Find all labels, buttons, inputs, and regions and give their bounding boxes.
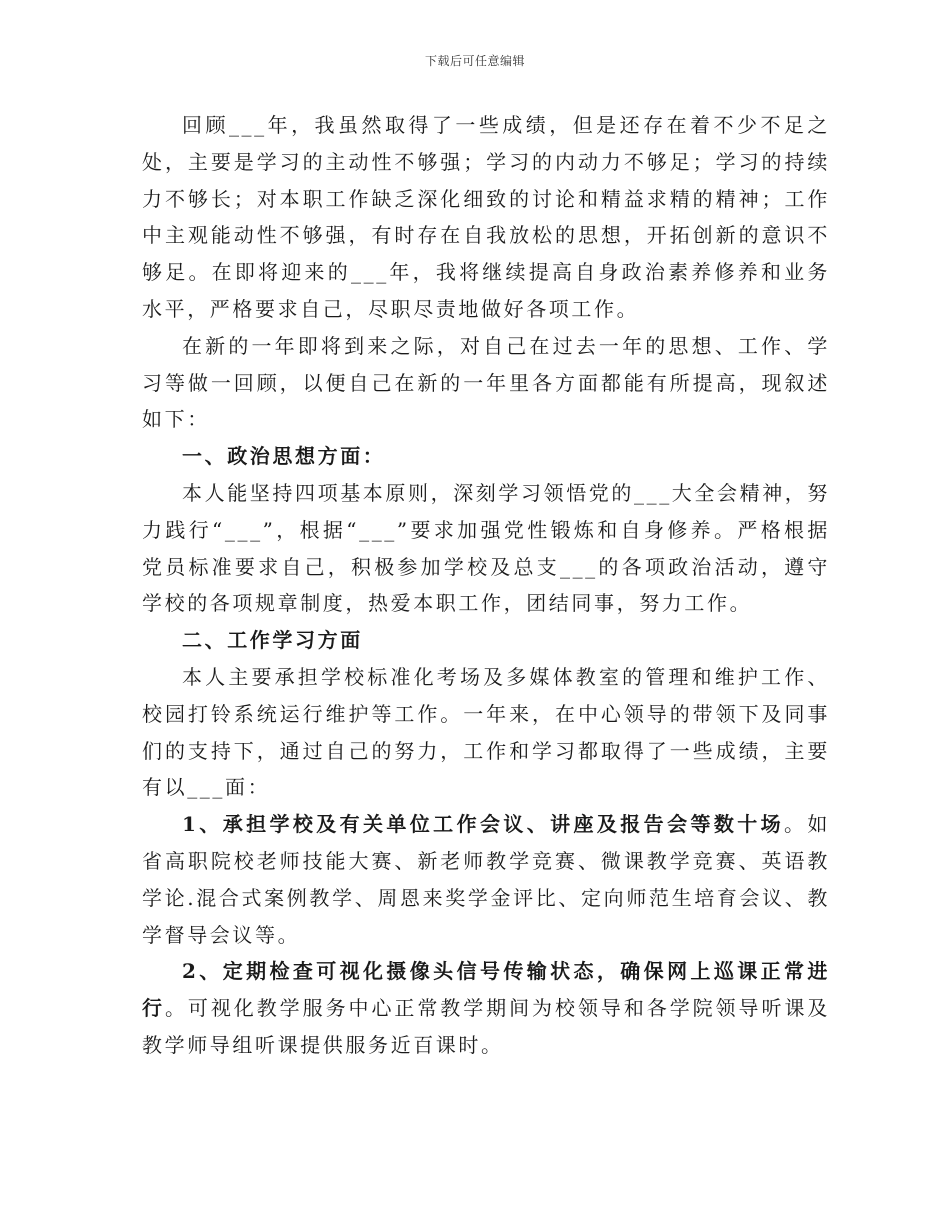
- section-heading-political: 一、政治思想方面：: [182, 444, 386, 469]
- section-heading-work-study: 二、工作学习方面: [182, 628, 363, 653]
- list-item-2: [142, 953, 830, 1063]
- list-item-2-text: 。可视化教学服务中心正常教学期间为校领导和各学院领导听课及教学师导组听课提供服务近百课时。: [142, 996, 830, 1057]
- paragraph-review: 回顾___年，我虽然取得了一些成绩，但是还存在着不少不足之处，主要是学习的主动性不够强；学习的内动力不够足；学习的持续力不够长；对本职工作缺乏深化细致的讨论和精益求精的精神；工作中主观能动性不够强，有时存在自我放松的思想，开拓创新的意识不够足。在即将迎来的___年，我将继续提高自身政治素养修养和业务水平，严格要求自己，尽职尽责地做好各项工作。: [142, 113, 830, 321]
- paragraph-work-study: 本人主要承担学校标准化考场及多媒体教室的管理和维护工作、校园打铃系统运行维护等工作。一年来，在中心领导的带领下及同事们的支持下，通过自己的努力，工作和学习都取得了一些成绩，主要有以___面：: [142, 664, 830, 800]
- list-item-2-title: 2、定期检查可视化摄像头信号传输状态，确保网上巡课正常进行: [142, 959, 830, 1021]
- list-item-1-text: 。如省高职院校老师技能大赛、新老师教学竞赛、微课教学竞赛、英语教学论.混合式案例教学、周恩来奖学金评比、定向师范生培育会议、教学督导会议等。: [142, 812, 831, 947]
- list-item-1-title: 1、承担学校及有关单位工作会议、讲座及报告会等数十场: [182, 812, 785, 837]
- paragraph-political: 本人能坚持四项基本原则，深刻学习领悟党的___大全会精神，努力践行“___”，根据“___”要求加强党性锻炼和自身修养。严格根据党员标准要求自己，积极参加学校及总支___的各项政治活动，遵守学校的各项规章制度，热爱本职工作，团结同事，努力工作。: [142, 480, 830, 616]
- page-header: 下载后可任意编辑: [424, 54, 525, 68]
- paragraph-intro: 在新的一年即将到来之际，对自己在过去一年的思想、工作、学习等做一回顾，以便自己在新的一年里各方面都能有所提高，现叙述如下：: [142, 333, 830, 432]
- document-body: [142, 107, 830, 1064]
- list-item-1: [142, 806, 830, 953]
